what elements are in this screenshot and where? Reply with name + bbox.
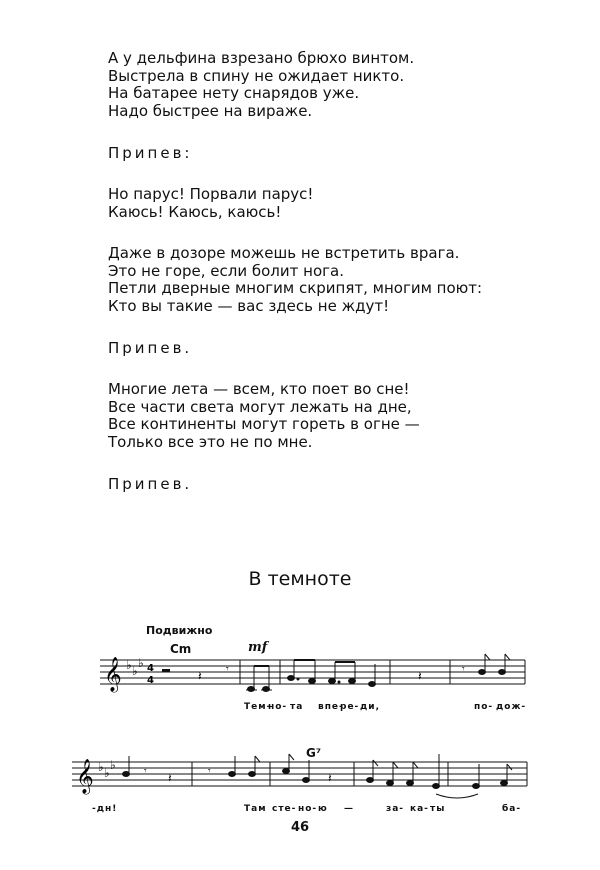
lyric-syllable: ре- [340, 702, 360, 712]
song-title: В темноте [248, 568, 352, 590]
svg-text:𝄽: 𝄽 [328, 771, 332, 785]
lyric-syllable: ба- [502, 804, 522, 814]
lyric-syllable: но- [298, 804, 318, 814]
eighth-rest-icon: 𝄾 [462, 664, 465, 675]
lyric-syllable: дож- [496, 702, 527, 712]
lyric-syllable: сте- [272, 804, 297, 814]
chord-symbol: G⁷ [306, 746, 322, 760]
refrain-label: Припев: [108, 144, 193, 162]
flat-icon: ♭ [110, 758, 116, 772]
lyric-line: Кто вы такие — вас здесь не ждут! [108, 296, 390, 315]
flat-icon: ♭ [126, 658, 132, 672]
lyric-syllable: но- [268, 702, 288, 712]
dynamic-marking: mf [248, 640, 268, 655]
refrain-label: Припев. [108, 339, 193, 357]
svg-text:𝄾: 𝄾 [144, 766, 147, 777]
treble-clef-icon: 𝄞 [104, 657, 122, 692]
lyric-syllable: ка- [410, 804, 429, 814]
lyric-line: Все континенты могут гореть в огне — [108, 415, 420, 433]
lyric-line: Многие лета — всем, кто поет во сне! [108, 380, 410, 398]
lyric-syllable: Там [244, 804, 267, 814]
time-signature-top: 4 [147, 663, 154, 674]
lyric-syllable: впе- [318, 702, 344, 712]
flat-icon: ♭ [98, 760, 104, 774]
flat-icon: ♭ [132, 664, 138, 678]
stanza-1 [108, 50, 548, 120]
lyric-syllable: Тем- [244, 702, 272, 712]
flat-icon: ♭ [104, 766, 110, 780]
lyric-syllable: ди, [360, 702, 380, 712]
lyric-line: Надо быстрее на вираже. [108, 101, 313, 120]
refrain [108, 186, 548, 221]
svg-text:𝄽: 𝄽 [168, 771, 172, 785]
flat-icon: ♭ [138, 656, 144, 670]
music-staff-1 [100, 650, 530, 700]
quarter-rest-icon: 𝄽 [198, 669, 202, 683]
page-number: 46 [290, 820, 310, 835]
tempo-marking: Подвижно [146, 624, 213, 637]
time-signature-bottom: 4 [147, 675, 154, 686]
chord-symbol: Cm [170, 642, 192, 656]
lyric-syllable: -дн! [92, 804, 118, 814]
lyrics-block [108, 50, 548, 517]
lyric-line: Каюсь! Каюсь, каюсь! [108, 202, 282, 221]
lyric-syllable: за- [386, 804, 405, 814]
lyric-syllable: та [290, 702, 304, 712]
stanza-2 [108, 245, 548, 315]
lyric-line: Выстрела в спину не ожидает никто. [108, 66, 405, 85]
lyric-syllable: по- [474, 702, 494, 712]
lyric-line: Это не горе, если болит нога. [108, 261, 344, 280]
lyric-line: На батарее нету снарядов уже. [108, 84, 360, 102]
svg-text:𝄾: 𝄾 [208, 766, 211, 777]
quarter-rest-icon: 𝄽 [418, 669, 422, 683]
lyric-line: Но парус! Порвали парус! [108, 185, 314, 203]
eighth-rest-icon: 𝄾 [226, 664, 229, 675]
lyric-line: Все части света могут лежать на дне, [108, 397, 412, 416]
half-rest-icon [162, 669, 170, 672]
lyric-syllable: — [344, 804, 354, 814]
lyric-syllable: ты [430, 804, 446, 814]
lyric-line: А у дельфина взрезано брюхо винтом. [108, 49, 415, 67]
lyric-syllable: ю [318, 804, 328, 814]
music-staff-2 [72, 752, 532, 804]
refrain-label: Припев. [108, 475, 193, 493]
treble-clef-icon: 𝄞 [76, 759, 94, 794]
lyric-line: Только все это не по мне. [108, 432, 313, 451]
lyric-line: Даже в дозоре можешь не встретить врага. [108, 244, 460, 262]
stanza-3 [108, 381, 548, 451]
lyric-line: Петли дверные многим скрипят, многим поют: [108, 279, 483, 297]
